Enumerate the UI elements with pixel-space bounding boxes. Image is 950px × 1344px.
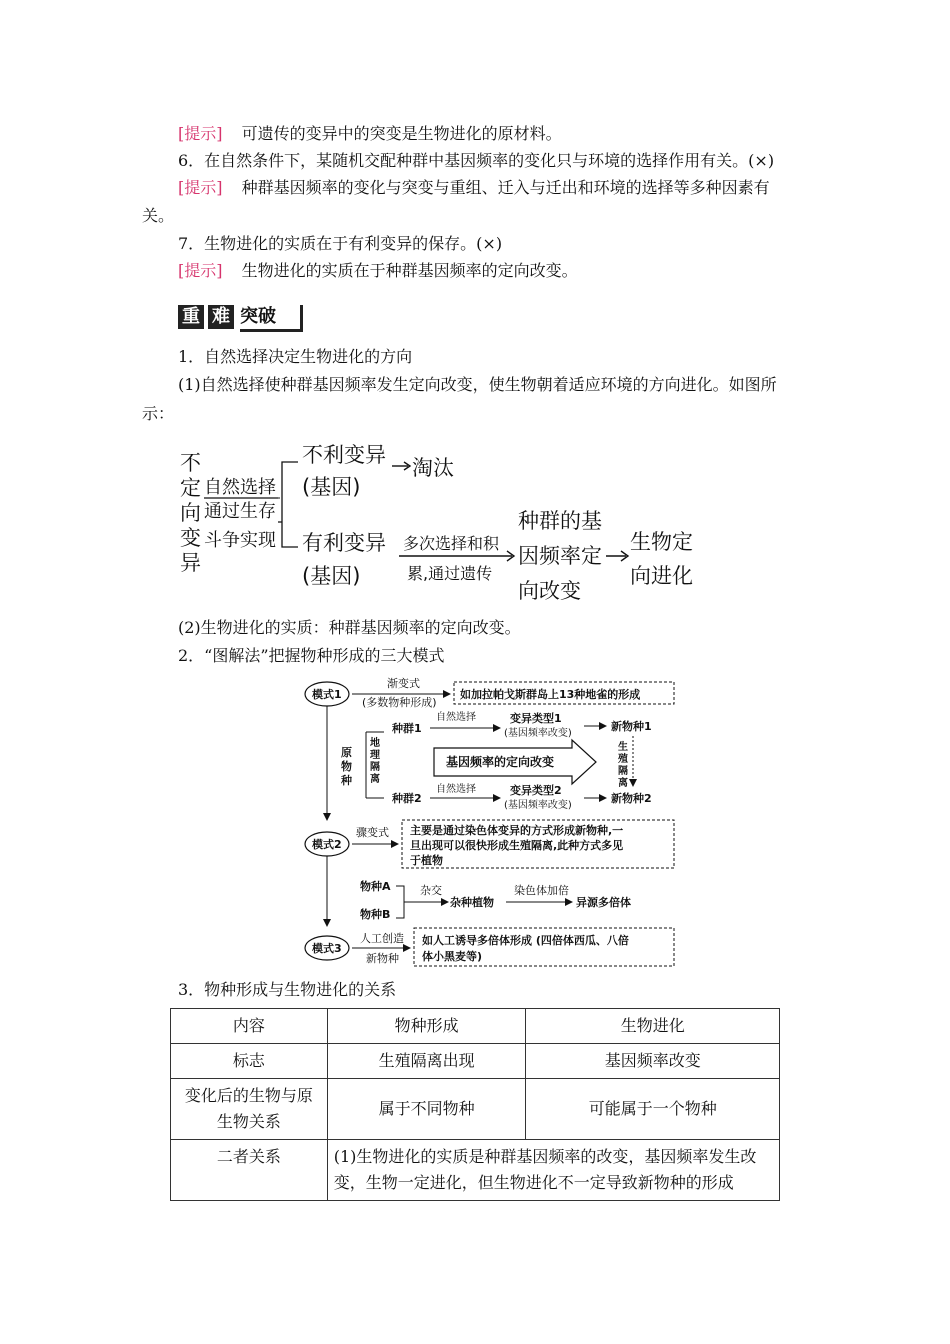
left-char: 向: [180, 501, 201, 525]
left-char: 不: [180, 451, 201, 475]
point-1a: (1)自然选择使种群基因频率发生定向改变，使生物朝着适应环境的方向进化。如图所: [178, 375, 777, 394]
hint-line-3: [178, 261, 578, 281]
species-a: 物种A: [360, 880, 391, 893]
natsel-label: 自然选择: [436, 712, 476, 723]
point-2: 2．“图解法”把握物种形成的三大模式: [178, 646, 445, 665]
gene-label: (基因): [302, 475, 361, 499]
allopolyploid: 异源多倍体: [576, 896, 631, 909]
population-1: 种群1: [392, 722, 422, 735]
badge-char-2: 难: [208, 305, 234, 329]
artificial-label-1: 人工创造: [360, 932, 404, 945]
speciation-modes-diagram: [300, 674, 680, 970]
artificial-desc-2: 体小黑麦等): [422, 950, 483, 963]
mode2-label: 模式2: [312, 838, 342, 851]
gradual-label: 渐变式: [387, 677, 420, 690]
natsel-label: 自然选择: [436, 784, 476, 795]
hint-line-2-cont: 关。: [142, 206, 175, 225]
table-cell: 标志: [171, 1044, 328, 1079]
table-row: [171, 1140, 780, 1201]
hint-text: 生物进化的实质在于种群基因频率的定向改变。: [241, 261, 578, 280]
relationship-table: [170, 1008, 780, 1201]
hint-text: 可遗传的变异中的突变是生物进化的原材料。: [241, 124, 562, 143]
repro-char: 殖: [618, 754, 628, 765]
table-cell: 基因频率改变: [526, 1044, 780, 1079]
variation-type-1: 变异类型1: [510, 712, 562, 725]
table-cell: 二者关系: [171, 1140, 328, 1201]
mode3-label: 模式3: [312, 942, 342, 955]
repro-char: 生: [618, 742, 628, 753]
point-1: 1．自然选择决定生物进化的方向: [178, 347, 413, 366]
point-1b: 示：: [142, 404, 175, 423]
table-header-cell: 生物进化: [526, 1009, 780, 1044]
population-line-2: 因频率定: [518, 544, 602, 568]
big-arrow-label: 基因频率的定向改变: [446, 755, 555, 769]
hybrid-plant: 杂种植物: [450, 896, 494, 909]
table-row: [171, 1009, 780, 1044]
table-cell: [171, 1079, 328, 1140]
hint-label: [提示]: [178, 124, 223, 143]
left-char: 定: [180, 476, 201, 500]
geo-char: 隔: [370, 762, 380, 773]
sudden-desc-3: 于植物: [410, 854, 443, 867]
table-header-cell: 内容: [171, 1009, 328, 1044]
origin-char: 原: [341, 746, 352, 759]
table-cell-line: 变化后的生物与原: [184, 1086, 313, 1105]
evolution-line-2: 向进化: [630, 564, 693, 588]
table-row: [171, 1079, 780, 1140]
repro-char: 隔: [618, 766, 628, 777]
left-char: 变: [180, 526, 201, 550]
geo-char: 地: [370, 738, 380, 749]
selection-label-1: 自然选择: [204, 477, 276, 498]
geo-char: 离: [370, 774, 380, 785]
origin-char: 物: [341, 760, 352, 773]
new-species-2: 新物种2: [611, 792, 652, 805]
population-line-1: 种群的基: [518, 509, 602, 533]
mode1-label: 模式1: [312, 688, 342, 701]
chromosome-double-label: 染色体加倍: [514, 884, 569, 897]
natural-selection-diagram: [170, 430, 710, 615]
hint-line-2: [178, 178, 770, 198]
table-cell: 属于不同物种: [327, 1079, 526, 1140]
point-1c: (2)生物进化的实质：种群基因频率的定向改变。: [178, 618, 521, 637]
table-cell: 可能属于一个物种: [526, 1079, 780, 1140]
point-3: 3．物种形成与生物进化的关系: [178, 980, 397, 999]
table-cell: 生殖隔离出现: [327, 1044, 526, 1079]
badge-tail: 突破: [240, 305, 303, 332]
new-species-1: 新物种1: [611, 720, 652, 733]
table-header-cell: 物种形成: [327, 1009, 526, 1044]
eliminate-label: 淘汰: [412, 456, 454, 480]
branch-bracket: [278, 462, 298, 547]
good-variation: 有利变异: [302, 531, 386, 555]
question-7: 7．生物进化的实质在于有利变异的保存。(×): [178, 234, 503, 253]
artificial-desc-1: 如人工诱导多倍体形成 (四倍体西瓜、八倍: [422, 934, 629, 947]
artificial-label-2: 新物种: [366, 952, 399, 965]
hint-label: [提示]: [178, 261, 223, 280]
table-cell: (1)生物进化的实质是种群基因频率的改变，基因频率发生改变，生物一定进化，但生物进化不一定导致新物种的形成: [327, 1140, 779, 1201]
arrow-bottom-label: 累,通过遗传: [407, 564, 493, 583]
table-row: [171, 1044, 780, 1079]
arrow-top-label: 多次选择和积: [403, 534, 500, 553]
freq-change-label: (基因频率改变): [504, 728, 572, 739]
repro-char: 离: [618, 778, 628, 789]
origin-char: 种: [341, 774, 352, 787]
selection-label-2: 通过生存: [204, 501, 276, 522]
section-badge: [178, 303, 303, 333]
table-cell-line: 生物关系: [216, 1112, 281, 1131]
sudden-desc-1: 主要是通过染色体变异的方式形成新物种,一: [410, 824, 624, 837]
galapagos-text: 如加拉帕戈斯群岛上13种地雀的形成: [460, 688, 641, 701]
hint-text: 种群基因频率的变化与突变与重组、迁入与迁出和环境的选择等多种因素有: [241, 178, 770, 197]
bad-variation: 不利变异: [302, 443, 386, 467]
variation-type-2: 变异类型2: [510, 784, 562, 797]
selection-label-3: 斗争实现: [204, 530, 276, 551]
left-char: 异: [180, 551, 201, 575]
gradual-sub-label: (多数物种形成): [362, 696, 437, 709]
species-b: 物种B: [360, 908, 391, 921]
geo-char: 理: [370, 750, 380, 761]
sudden-desc-2: 旦出现可以很快形成生殖隔离,此种方式多见: [410, 839, 624, 852]
freq-change-label: (基因频率改变): [504, 800, 572, 811]
population-2: 种群2: [392, 792, 422, 805]
sudden-label: 骤变式: [356, 826, 389, 839]
evolution-line-1: 生物定: [630, 530, 693, 554]
badge-char-1: 重: [178, 305, 204, 329]
population-line-3: 向改变: [518, 579, 581, 603]
hint-label: [提示]: [178, 178, 223, 197]
hint-line-1: [178, 124, 562, 144]
question-6: 6．在自然条件下，某随机交配种群中基因频率的变化只与环境的选择作用有关。(×): [178, 151, 775, 170]
gene-label: (基因): [302, 564, 361, 588]
hybrid-label: 杂交: [420, 884, 442, 897]
